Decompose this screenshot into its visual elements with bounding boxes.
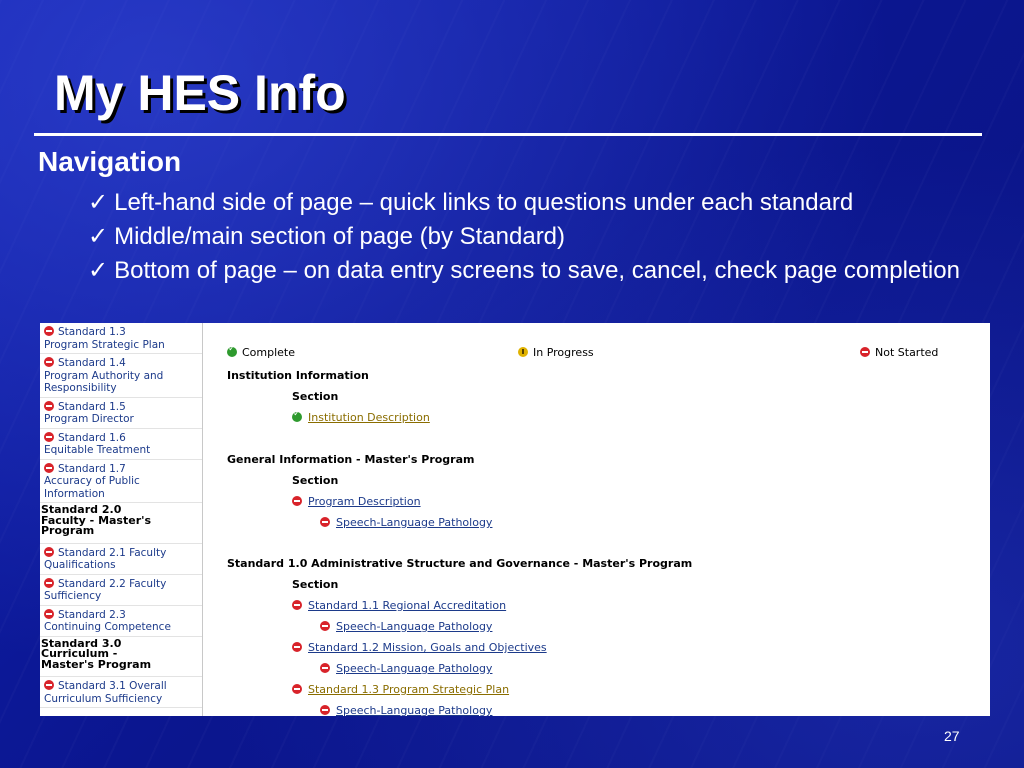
not-started-icon <box>44 357 54 367</box>
sidebar-item[interactable]: Standard 2.3 Continuing Competence <box>40 606 202 637</box>
section-label: Section <box>292 474 339 487</box>
link-speech-language-pathology[interactable]: Speech-Language Pathology <box>320 516 492 529</box>
not-started-icon <box>44 609 54 619</box>
sidebar-item[interactable]: Standard 1.7 Accuracy of Public Information <box>40 460 202 504</box>
bullet-item <box>88 254 988 288</box>
sidebar-group-header: Standard 2.0 Faculty - Master's Program <box>40 503 202 544</box>
main-section <box>227 323 987 716</box>
not-started-icon <box>44 578 54 588</box>
bullet-item <box>88 220 1008 254</box>
page-number: 27 <box>944 728 960 744</box>
not-started-icon <box>44 547 54 557</box>
sidebar-item[interactable]: Standard 1.4 Program Authority and Responsibility <box>40 354 202 398</box>
embedded-screenshot <box>40 323 990 716</box>
block-title: Institution Information <box>227 369 369 382</box>
sidebar-item[interactable]: Standard 1.5 Program Director <box>40 398 202 429</box>
sidebar-item[interactable]: Standard 1.6 Equitable Treatment <box>40 429 202 460</box>
sidebar-item[interactable]: Standard 2.1 Faculty Qualifications <box>40 544 202 575</box>
not-started-icon <box>320 517 330 527</box>
not-started-icon <box>860 347 870 357</box>
block-title: General Information - Master's Program <box>227 453 475 466</box>
sidebar-quick-links <box>40 323 203 716</box>
in-progress-icon <box>518 347 528 357</box>
not-started-icon <box>44 326 54 336</box>
section-heading: Navigation <box>38 146 182 177</box>
checkmark-icon: ✓ <box>88 257 109 284</box>
link-standard-1-3[interactable]: Standard 1.3 Program Strategic Plan <box>292 683 509 696</box>
sidebar-group-header: Standard 3.0 Curriculum - Master's Program <box>40 637 202 678</box>
not-started-icon <box>320 663 330 673</box>
bullet-item <box>88 186 1008 220</box>
bullet-text: Left-hand side of page – quick links to questions under each standard <box>114 189 854 216</box>
title-underline <box>34 133 982 136</box>
slide-title: My HES Info <box>54 65 346 121</box>
link-standard-1-1[interactable]: Standard 1.1 Regional Accreditation <box>292 599 506 612</box>
not-started-icon <box>292 642 302 652</box>
link-speech-language-pathology[interactable]: Speech-Language Pathology <box>320 662 492 675</box>
checkmark-icon: ✓ <box>88 189 109 216</box>
not-started-icon <box>292 684 302 694</box>
link-institution-description[interactable]: ✓Institution Description <box>292 411 430 424</box>
not-started-icon <box>44 401 54 411</box>
not-started-icon <box>44 463 54 473</box>
bullet-text: Middle/main section of page (by Standard) <box>114 223 566 250</box>
not-started-icon <box>44 680 54 690</box>
link-program-description[interactable]: Program Description <box>292 495 421 508</box>
link-standard-1-2[interactable]: Standard 1.2 Mission, Goals and Objectives <box>292 641 547 654</box>
not-started-icon <box>320 621 330 631</box>
link-speech-language-pathology[interactable]: Speech-Language Pathology <box>320 620 492 633</box>
bullet-text: Bottom of page – on data entry screens to save, cancel, check page completion <box>114 257 960 284</box>
block-title: Standard 1.0 Administrative Structure and Governance - Master's Program <box>227 557 693 570</box>
sidebar-item[interactable]: Standard 3.1 Overall Curriculum Sufficiency <box>40 677 202 708</box>
bullet-list <box>88 186 1008 288</box>
sidebar-item[interactable]: Standard 1.3 Program Strategic Plan <box>40 323 202 354</box>
link-speech-language-pathology[interactable]: Speech-Language Pathology <box>320 704 492 716</box>
legend-not-started: Not Started <box>860 346 938 359</box>
not-started-icon <box>320 705 330 715</box>
not-started-icon <box>292 600 302 610</box>
sidebar-item[interactable]: Standard 2.2 Faculty Sufficiency <box>40 575 202 606</box>
complete-icon <box>227 347 237 357</box>
legend-complete: ✓Complete <box>227 346 295 359</box>
section-label: Section <box>292 578 339 591</box>
complete-icon <box>292 412 302 422</box>
not-started-icon <box>292 496 302 506</box>
legend-in-progress: In Progress <box>518 346 594 359</box>
section-label: Section <box>292 390 339 403</box>
not-started-icon <box>44 432 54 442</box>
checkmark-icon: ✓ <box>88 223 109 250</box>
